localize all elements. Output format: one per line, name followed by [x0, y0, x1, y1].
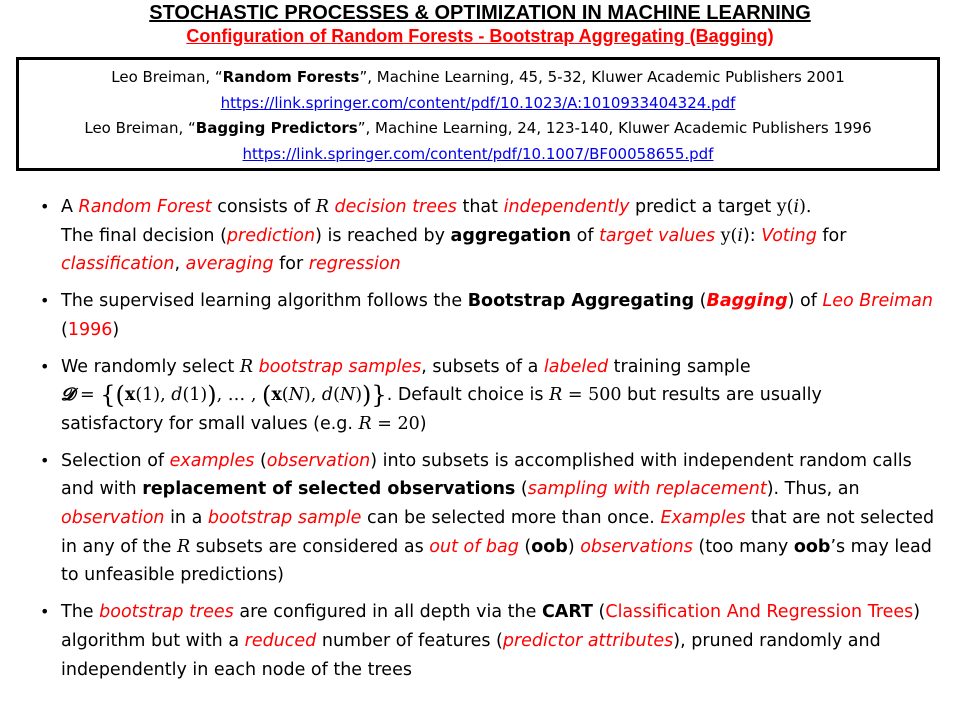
bullet-bootstrap-samples: • We randomly select R bootstrap samples, subsets of a labeled training sample 𝓓 = {(x(1), d(1)), … , (x(N), d(N))}. Default choice is R = 500 but results are usually satisfactory for small values (e.g. R = 20) — [40, 353, 935, 439]
reference-author: Leo Breiman, “ — [111, 68, 223, 86]
bullet-bootstrap-trees: • The bootstrap trees are configured in all depth via the CART (Classification And Regression Trees) algorithm but with a reduced number of features (predictor attributes), pruned randomly and independently in each node of the trees — [40, 598, 935, 684]
reference-source: ”, Machine Learning, 24, 123-140, Kluwer Academic Publishers 1996 — [357, 119, 872, 137]
reference-link-1[interactable]: https://link.springer.com/content/pdf/10.1023/A:1010933404324.pdf — [220, 93, 736, 112]
bullet-bagging: • The supervised learning algorithm follows the Bootstrap Aggregating (Bagging) of Leo Breiman (1996) — [40, 287, 935, 344]
bullet-selection-of-examples: • Selection of examples (observation) into subsets is accomplished with independent random calls and with replacement of selected observations (sampling with replacement). Thus, an observation in a bootstrap sample can be selected more than once. Examples that are not selected in any of the R subsets are considered as out of bag (oob) observations (too many oob’s may lead to unfeasible predictions) — [40, 447, 935, 591]
slide-title: STOCHASTIC PROCESSES & OPTIMIZATION IN MACHINE LEARNING — [149, 2, 811, 24]
bullet-random-forest: • A Random Forest consists of R decision trees that independently predict a target y(i). The final decision (prediction) is reached by aggregation of target values y(i): Voting for classification, averaging for regression — [40, 193, 935, 279]
reference-title: Bagging Predictors — [195, 119, 358, 137]
reference-author: Leo Breiman, “ — [84, 119, 196, 137]
bullet-dot-icon: • — [40, 356, 50, 376]
reference-title: Random Forests — [222, 68, 360, 86]
references-box — [16, 57, 940, 171]
bullet-dot-icon: • — [40, 291, 50, 311]
reference-citation-1 — [19, 65, 937, 91]
reference-source: ”, Machine Learning, 45, 5-32, Kluwer Academic Publishers 2001 — [359, 68, 845, 86]
slide-subtitle: Configuration of Random Forests - Bootstrap Aggregating (Bagging) — [186, 26, 774, 46]
bullet-dot-icon: • — [40, 197, 50, 216]
bullet-dot-icon: • — [40, 450, 50, 470]
bullet-list — [40, 193, 935, 692]
bullet-dot-icon: • — [40, 602, 50, 622]
reference-citation-2 — [19, 116, 937, 142]
reference-link-2[interactable]: https://link.springer.com/content/pdf/10.1007/BF00058655.pdf — [242, 144, 714, 163]
